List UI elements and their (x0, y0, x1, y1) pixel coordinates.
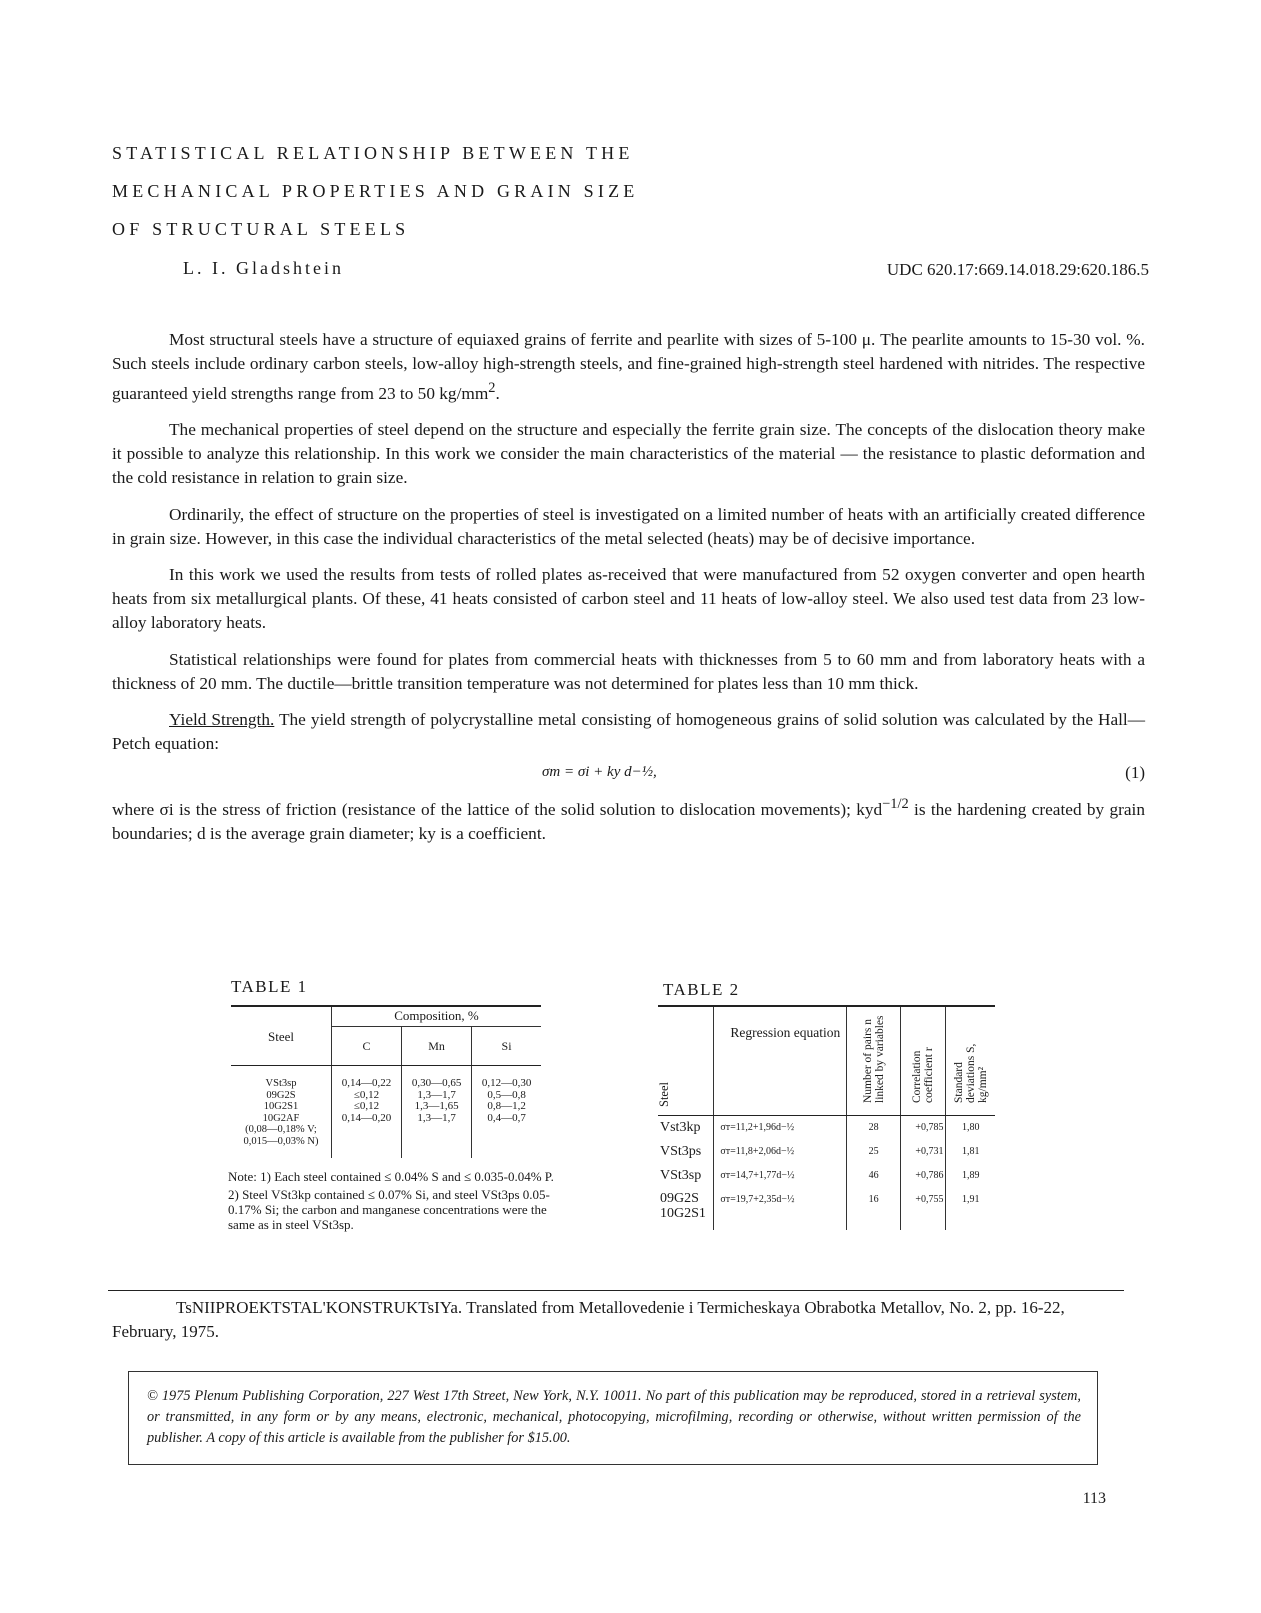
table-2-header-r-text: Correlation coefficient r (911, 1047, 936, 1103)
paragraph-6 (112, 708, 1145, 756)
translation-source: Translated from Metallovedenie i Termicheskaya Obrabotka Metallov, No. 2, pp. 16-22, February, 1975. (112, 1298, 1065, 1341)
title-line-3: OF STRUCTURAL STEELS (112, 219, 410, 239)
table-1-notes (228, 1169, 558, 1235)
table-row (658, 1116, 995, 1141)
table-2-n: 28 (847, 1116, 901, 1141)
table-2-header-n (847, 1006, 901, 1116)
table-2-equation: σт=11,8+2,06d−½ (714, 1140, 847, 1164)
table-row (658, 1188, 995, 1230)
table-2-n: 46 (847, 1164, 901, 1188)
table-2-caption: TABLE 2 (663, 980, 740, 999)
paragraph-7 (112, 792, 1145, 846)
table-1-caption: TABLE 1 (231, 977, 308, 996)
paragraph-6-text: The yield strength of polycrystalline metal consisting of homogeneous grains of solid solution was calculated by the Hall—Petch equation: (112, 710, 1146, 754)
table-1-steels: VSt3sp 09G2S 10G2S1 10G2AF (0,08—0,18% V; 0,015—0,03% N) (243, 1078, 319, 1147)
table-1-header-composition: Composition, % (332, 1006, 542, 1027)
author: L. I. Gladshtein (183, 258, 344, 278)
table-2-r: +0,785 (900, 1116, 946, 1141)
table-row (658, 1140, 995, 1164)
table-1-note-2: 2) Steel VSt3kp contained ≤ 0.07% Si, and steel VSt3ps 0.05-0.17% Si; the carbon and manganese concentrations were the same as in steel VSt3sp. (228, 1187, 550, 1232)
table-2-header-n-text: Number of pairs n linked by variables (861, 1015, 886, 1103)
table-2-s: 1,91 (946, 1188, 995, 1230)
table-1-c-values: 0,14—0,22 ≤0,12 ≤0,12 0,14—0,20 (332, 1066, 402, 1159)
page-number: 113 (1082, 1490, 1106, 1507)
copyright-box (128, 1371, 1098, 1465)
table-2-header-steel-text: Steel (657, 1082, 671, 1107)
paragraph-2: The mechanical properties of steel depend on the structure and especially the ferrite grain size. The concepts of the dislocation theory make it possible to analyze this relationship. In this work we consider the main characteristics of the material — the resistance to plastic deformation and the cold resistance in relation to grain size. (112, 420, 1145, 488)
table-row (658, 1164, 995, 1188)
table-1-si-values: 0,12—0,30 0,5—0,8 0,8—1,2 0,4—0,7 (472, 1066, 541, 1159)
translation-note (112, 1296, 1122, 1344)
paragraph-5: Statistical relationships were found for plates from commercial heats with thicknesses from 5 to 60 mm and from laboratory heats with a thickness of 20 mm. The ductile—brittle transition temperature was not determined for plates less than 10 mm thick. (112, 649, 1145, 693)
translation-institute: TsNIIPROEKTSTAL'KONSTRUKTsIYa. (176, 1298, 463, 1317)
table-2-s: 1,81 (946, 1140, 995, 1164)
table-1 (231, 1005, 541, 1158)
table-2-r: +0,755 (900, 1188, 946, 1230)
table-2-steel: VSt3ps (660, 1144, 702, 1159)
table-2-header-r (900, 1006, 946, 1116)
udc-code: UDC 620.17:669.14.018.29:620.186.5 (886, 260, 1149, 279)
table-2-steel: VSt3sp (660, 1168, 702, 1183)
footnote-divider (108, 1290, 1124, 1291)
hall-petch-equation: σт = σi + ky d−½, (542, 764, 657, 781)
table-1-mn-values: 0,30—0,65 1,3—1,7 1,3—1,65 1,3—1,7 (402, 1066, 472, 1159)
table-2-equation: σт=11,2+1,96d−½ (714, 1116, 847, 1141)
table-1-header-mn: Mn (402, 1027, 472, 1066)
table-2-equation: σт=19,7+2,35d−½ (714, 1188, 847, 1230)
table-2-n: 16 (847, 1188, 901, 1230)
equation-row (112, 758, 1145, 788)
article-body (112, 328, 1145, 859)
table-1-header-c: C (332, 1027, 402, 1066)
paragraph-7-text-a: where σi is the stress of friction (resistance of the lattice of the solid solution to dislocation movements); kyd (112, 800, 883, 820)
paragraph-3: Ordinarily, the effect of structure on the properties of steel is investigated on a limited number of heats with an artificially created difference in grain size. However, in this case the individual characteristics of the metal selected (heats) may be of decisive importance. (112, 504, 1145, 548)
paragraph-7-text-b: is the hardening created by grain boundaries; d is the average grain diameter; ky is a coefficient. (112, 800, 1145, 844)
paragraph-1 (112, 328, 1145, 406)
table-1-header-si: Si (472, 1027, 541, 1066)
table-2-r: +0,786 (900, 1164, 946, 1188)
title-line-2: MECHANICAL PROPERTIES AND GRAIN SIZE (112, 181, 639, 201)
equation-number: (1) (1125, 763, 1145, 783)
table-2-header-steel (658, 1006, 714, 1116)
paragraph-4: In this work we used the results from tests of rolled plates as-received that were manufactured from 52 oxygen converter and open hearth heats from six metallurgical plants. Of these, 41 heats consisted of carbon steel and 11 heats of low-alloy steel. We also used test data from 23 low-alloy laboratory heats. (112, 565, 1145, 633)
paragraph-1-text: Most structural steels have a structure of equiaxed grains of ferrite and pearlite with sizes of 5-100 μ. The pearlite amounts to 15-30 vol. %. Such steels include ordinary carbon steels, low-alloy high-strength steels, and fine-grained high-strength steel hardened with nitrides. The respective guaranteed yield strengths range from 23 to 50 kg/mm (112, 330, 1145, 403)
table-1-note-1: Note: 1) Each steel contained ≤ 0.04% S and ≤ 0.035-0.04% P. (228, 1169, 554, 1184)
paragraph-1-end: . (495, 383, 500, 403)
copyright-text: © 1975 Plenum Publishing Corporation, 227 West 17th Street, New York, N.Y. 10011. No part of this publication may be reproduced, stored in a retrieval system, or transmitted, in any form or by any means, electronic, mechanical, photocopying, microfilming, recording or otherwise, without written permission of the publisher. A copy of this article is available from the publisher for $15.00. (147, 1388, 1081, 1446)
table-2-header-s-text: Standard deviations S, kg/mm² (952, 1043, 989, 1103)
title-line-1: STATISTICAL RELATIONSHIP BETWEEN THE (112, 143, 634, 163)
table-2-n: 25 (847, 1140, 901, 1164)
table-2-s: 1,89 (946, 1164, 995, 1188)
section-heading-yield-strength: Yield Strength. (169, 710, 275, 730)
paragraph-1-superscript: 2 (488, 380, 496, 396)
table-2-steel: Vst3kp (660, 1120, 701, 1135)
table-2-s: 1,80 (946, 1116, 995, 1141)
paragraph-7-superscript: −1/2 (882, 796, 909, 813)
table-1-header-steel: Steel (231, 1006, 332, 1066)
table-2 (658, 1005, 995, 1230)
table-2-header-s (946, 1006, 995, 1116)
table-2-r: +0,731 (900, 1140, 946, 1164)
table-2-equation: σт=14,7+1,77d−½ (714, 1164, 847, 1188)
article-title (112, 134, 812, 248)
table-2-steel: 09G2S 10G2S1 (660, 1191, 706, 1221)
table-2-header-equation: Regression equation (714, 1006, 847, 1116)
